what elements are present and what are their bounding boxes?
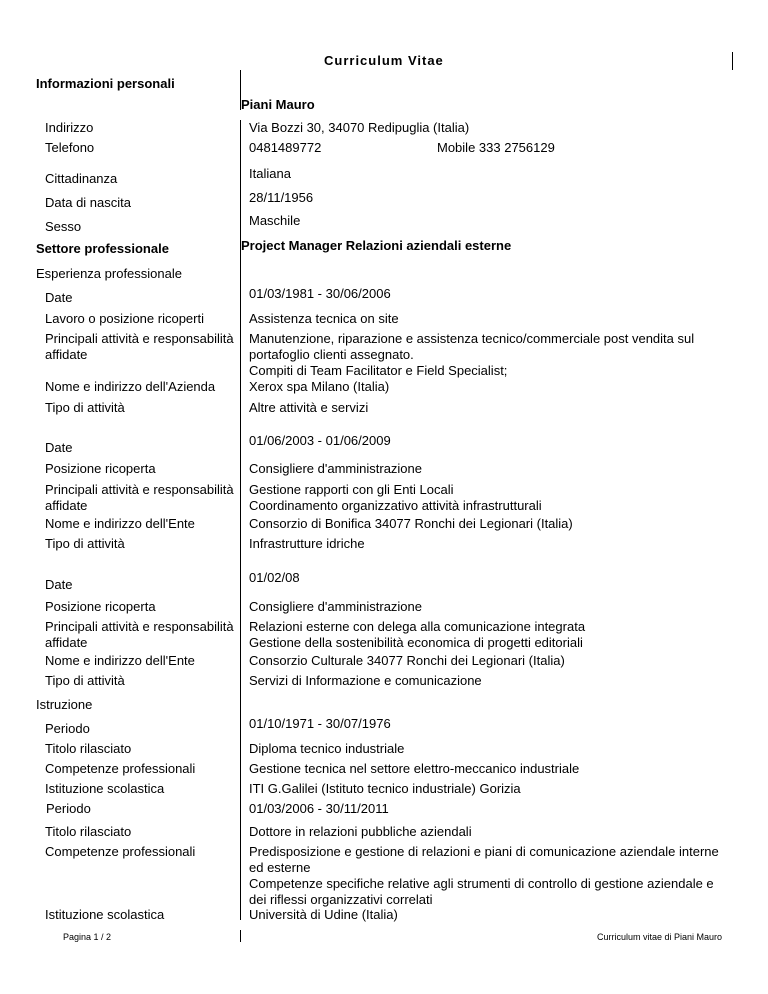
- edu-period: 01/03/2006 - 30/11/2011: [249, 801, 389, 816]
- experience-heading: Esperienza professionale: [36, 266, 182, 281]
- job-employer-label: Nome e indirizzo dell'Azienda: [45, 379, 216, 394]
- job-type: Servizi di Informazione e comunicazione: [249, 673, 482, 688]
- edu-skills: Predisposizione e gestione di relazioni e piani di comunicazione aziendale interne ed esterne Competenze specifiche relative agli strumenti di controllo di gestione aziendale e dei riflessi organizzativi correlati: [249, 844, 719, 907]
- job-role-label: Posizione ricoperta: [45, 599, 156, 614]
- job-activities: Gestione rapporti con gli Enti Locali Coordinamento organizzativo attività infrastrutturali: [249, 482, 542, 513]
- job-type-label: Tipo di attività: [45, 400, 125, 415]
- job-role: Assistenza tecnica on site: [249, 311, 399, 326]
- birth-label: Data di nascita: [45, 195, 131, 210]
- personal-info-heading: Informazioni personali: [36, 76, 175, 91]
- edu-title: Diploma tecnico industriale: [249, 741, 405, 756]
- edu-school-label: Istituzione scolastica: [45, 907, 165, 922]
- document-title: Curriculum Vitae: [324, 53, 444, 68]
- person-name: Piani Mauro: [241, 97, 315, 112]
- job-role: Consigliere d'amministrazione: [249, 599, 422, 614]
- job-role-label: Posizione ricoperta: [45, 461, 156, 476]
- job-employer: Consorzio di Bonifica 34077 Ronchi dei Legionari (Italia): [249, 516, 573, 531]
- sector-value: Project Manager Relazioni aziendali esterne: [241, 238, 512, 253]
- edu-skills-label: Competenze professionali: [45, 761, 196, 776]
- job-date: 01/03/1981 - 30/06/2006: [249, 286, 391, 301]
- address-label: Indirizzo: [45, 120, 94, 135]
- job-activities-label: Principali attività e responsabilità affidate: [45, 482, 234, 513]
- birth-value: 28/11/1956: [249, 190, 314, 205]
- job-activities-label: Principali attività e responsabilità affidate: [45, 331, 234, 362]
- edu-title: Dottore in relazioni pubbliche aziendali: [249, 824, 472, 839]
- job-type: Altre attività e servizi: [249, 400, 369, 415]
- address-value: Via Bozzi 30, 34070 Redipuglia (Italia): [249, 120, 470, 135]
- phone-label: Telefono: [45, 140, 95, 155]
- edu-title-label: Titolo rilasciato: [45, 824, 132, 839]
- job-date: 01/02/08: [249, 570, 300, 585]
- sex-value: Maschile: [249, 213, 301, 228]
- header-mark: [732, 52, 733, 70]
- edu-school: ITI G.Galilei (Istituto tecnico industriale) Gorizia: [249, 781, 521, 796]
- phone-value: 0481489772: [249, 140, 322, 155]
- job-role: Consigliere d'amministrazione: [249, 461, 422, 476]
- edu-skills-label: Competenze professionali: [45, 844, 196, 859]
- job-activities-label: Principali attività e responsabilità affidate: [45, 619, 234, 650]
- education-heading: Istruzione: [36, 697, 93, 712]
- job-activities: Manutenzione, riparazione e assistenza tecnico/commerciale post vendita sul portafoglio clienti assegnato. Compiti di Team Facilitator e Field Specialist;: [249, 331, 695, 378]
- edu-school-label: Istituzione scolastica: [45, 781, 165, 796]
- job-employer-label: Nome e indirizzo dell'Ente: [45, 516, 195, 531]
- edu-period-label: Periodo: [45, 721, 90, 736]
- job-employer: Consorzio Culturale 34077 Ronchi dei Legionari (Italia): [249, 653, 565, 668]
- job-type-label: Tipo di attività: [45, 673, 125, 688]
- sex-label: Sesso: [45, 219, 82, 234]
- job-employer: Xerox spa Milano (Italia): [249, 379, 390, 394]
- column-divider-footer: [240, 930, 241, 942]
- citizenship-value: Italiana: [249, 166, 291, 181]
- job-activities: Relazioni esterne con delega alla comunicazione integrata Gestione della sostenibilità economica di progetti editoriali: [249, 619, 586, 650]
- edu-period-label: Periodo: [46, 801, 91, 816]
- job-role-label: Lavoro o posizione ricoperti: [45, 311, 204, 326]
- edu-title-label: Titolo rilasciato: [45, 741, 132, 756]
- job-type: Infrastrutture idriche: [249, 536, 365, 551]
- job-type-label: Tipo di attività: [45, 536, 125, 551]
- job-date-label: Date: [45, 440, 73, 455]
- mobile-value: Mobile 333 2756129: [437, 140, 555, 155]
- job-date-label: Date: [45, 290, 73, 305]
- job-date-label: Date: [45, 577, 73, 592]
- job-date: 01/06/2003 - 01/06/2009: [249, 433, 391, 448]
- job-employer-label: Nome e indirizzo dell'Ente: [45, 653, 195, 668]
- edu-period: 01/10/1971 - 30/07/1976: [249, 716, 391, 731]
- citizenship-label: Cittadinanza: [45, 171, 118, 186]
- sector-label: Settore professionale: [36, 241, 169, 256]
- footer-caption: Curriculum vitae di Piani Mauro: [597, 932, 723, 942]
- edu-school: Università di Udine (Italia): [249, 907, 398, 922]
- page-number: Pagina 1 / 2: [63, 932, 112, 942]
- edu-skills: Gestione tecnica nel settore elettro-meccanico industriale: [249, 761, 580, 776]
